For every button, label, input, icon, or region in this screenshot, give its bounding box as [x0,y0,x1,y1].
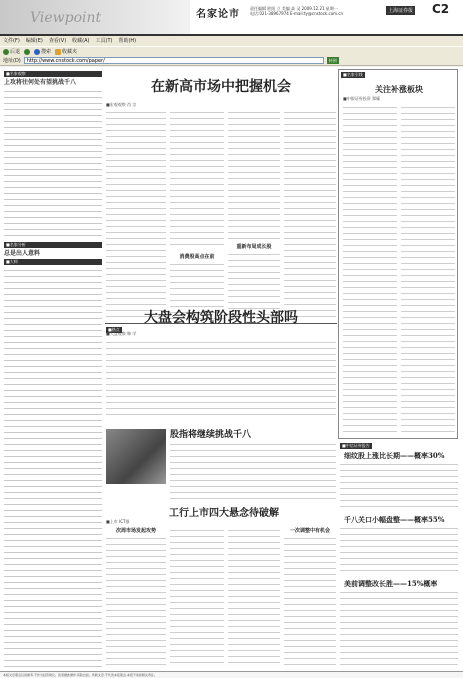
right-head-1: 细纹股上涨比长期——概率30% [344,451,445,460]
menu-tools[interactable]: 工具(T) [95,38,113,44]
right-body-2 [340,525,458,575]
right-section: ■名家引线 [343,72,363,77]
main-col-2 [170,109,224,249]
headline-3: 股指将继续挑战千八 [170,430,252,440]
left-body-2 [4,267,102,667]
star-icon [55,49,61,55]
headline-4-col-2 [170,527,224,667]
forward-button[interactable] [24,49,30,55]
banner-meta [250,6,343,16]
watermark-text: Viewpoint [30,10,102,26]
right-byline: ■中银证券投资 郑耀 [343,96,381,101]
menu-edit[interactable]: 编辑(E) [25,38,43,44]
back-label: 后退 [10,48,21,55]
subhead-4: 次周市场发起攻势 [106,527,166,534]
headline-3-body [170,441,336,501]
newspaper-page [0,67,463,678]
headline-4-col-1 [106,535,166,667]
menu-view[interactable]: 查看(V) [48,38,67,44]
toolbar [0,46,463,56]
search-button[interactable] [34,47,51,57]
col-tag: ■热点 [108,327,120,332]
menu-help[interactable]: 帮助(H) [118,38,137,44]
main-byline: ■宏观观察 肖 宗 [106,102,137,107]
right-title: 关注补涨板块 [375,84,423,94]
forward-arrow-icon [24,49,30,55]
right-head-2: 千八关口小幅盘整——概率55% [344,515,445,524]
headline-4: 工行上市四大悬念待破解 [169,508,279,519]
address-input[interactable] [24,57,324,64]
menu-file[interactable]: 文件(F) [3,38,20,44]
main-headline: 在新高市场中把握机会 [151,79,291,95]
search-label: 搜索 [41,48,52,55]
left-title-2: 总是出人意料 [4,250,41,257]
favorites-button[interactable] [55,47,77,57]
left-column [4,71,102,671]
section-title: 名家论市 [196,9,240,20]
newspaper-banner [0,0,463,36]
address-bar [0,56,463,66]
byline-4: ■上市 ICT银 [106,519,130,524]
meta-line-2: 电话:021-38967974 E-mail:ty@cnstock.com.cn [250,11,344,16]
left-title-1: 上攻将往何处有望挑战千八 [4,79,77,86]
right-section-b: ■中信证券报告 [342,443,370,448]
banner-watermark-area [0,0,190,34]
byline-2: ■大盘观察 韩 学 [106,331,137,336]
left-section-1: ■名家观察 [4,71,102,77]
meta-line-1: 责任编辑 欧阳 立 美编 高 灵 2009.12.21 星期一 [250,6,338,11]
search-icon [34,49,40,55]
right-column-box [338,69,458,439]
go-button[interactable]: 转到 [328,58,337,63]
back-arrow-icon [3,49,9,55]
subhead-5: 一次调整中有机会 [284,527,336,534]
main-col-3 [228,109,280,239]
right-col-1 [343,104,397,434]
headline-4-col-4 [284,535,336,667]
menu-favorites[interactable]: 收藏(A) [72,38,90,44]
headline-2: 大盘会构筑阶段性头部吗 [144,310,298,326]
subhead-2: 重新布局成长股 [228,243,280,250]
main-col-1 [106,109,166,319]
right-body-3 [340,589,458,667]
favorites-label: 收藏夹 [62,48,78,55]
page-number: C2 [432,2,450,16]
menu-bar [0,36,463,46]
right-col-2 [401,104,455,434]
paper-name: 上海证券报 [388,8,414,14]
right-body-1 [340,461,458,511]
page-footer: 本版文章观点仅供参考,不作为投资建议。读者据此操作,风险自担。所载文章,不代表本报观点,本报不承担相关责任。 [0,671,463,678]
headline-4-col-3 [228,527,280,667]
subhead-1: 消费股高点在前 [170,253,224,260]
article-photo [106,429,166,484]
left-section-2: ■名家分析 [4,242,102,248]
right-head-3: 美前调整改长胜——15%概率 [344,579,438,588]
address-label: 地址(D) [3,57,21,64]
left-body-1 [4,88,102,238]
main-col-4 [284,109,336,319]
headline-2-body [106,339,336,419]
left-section-2b: ■大师 [4,259,102,265]
